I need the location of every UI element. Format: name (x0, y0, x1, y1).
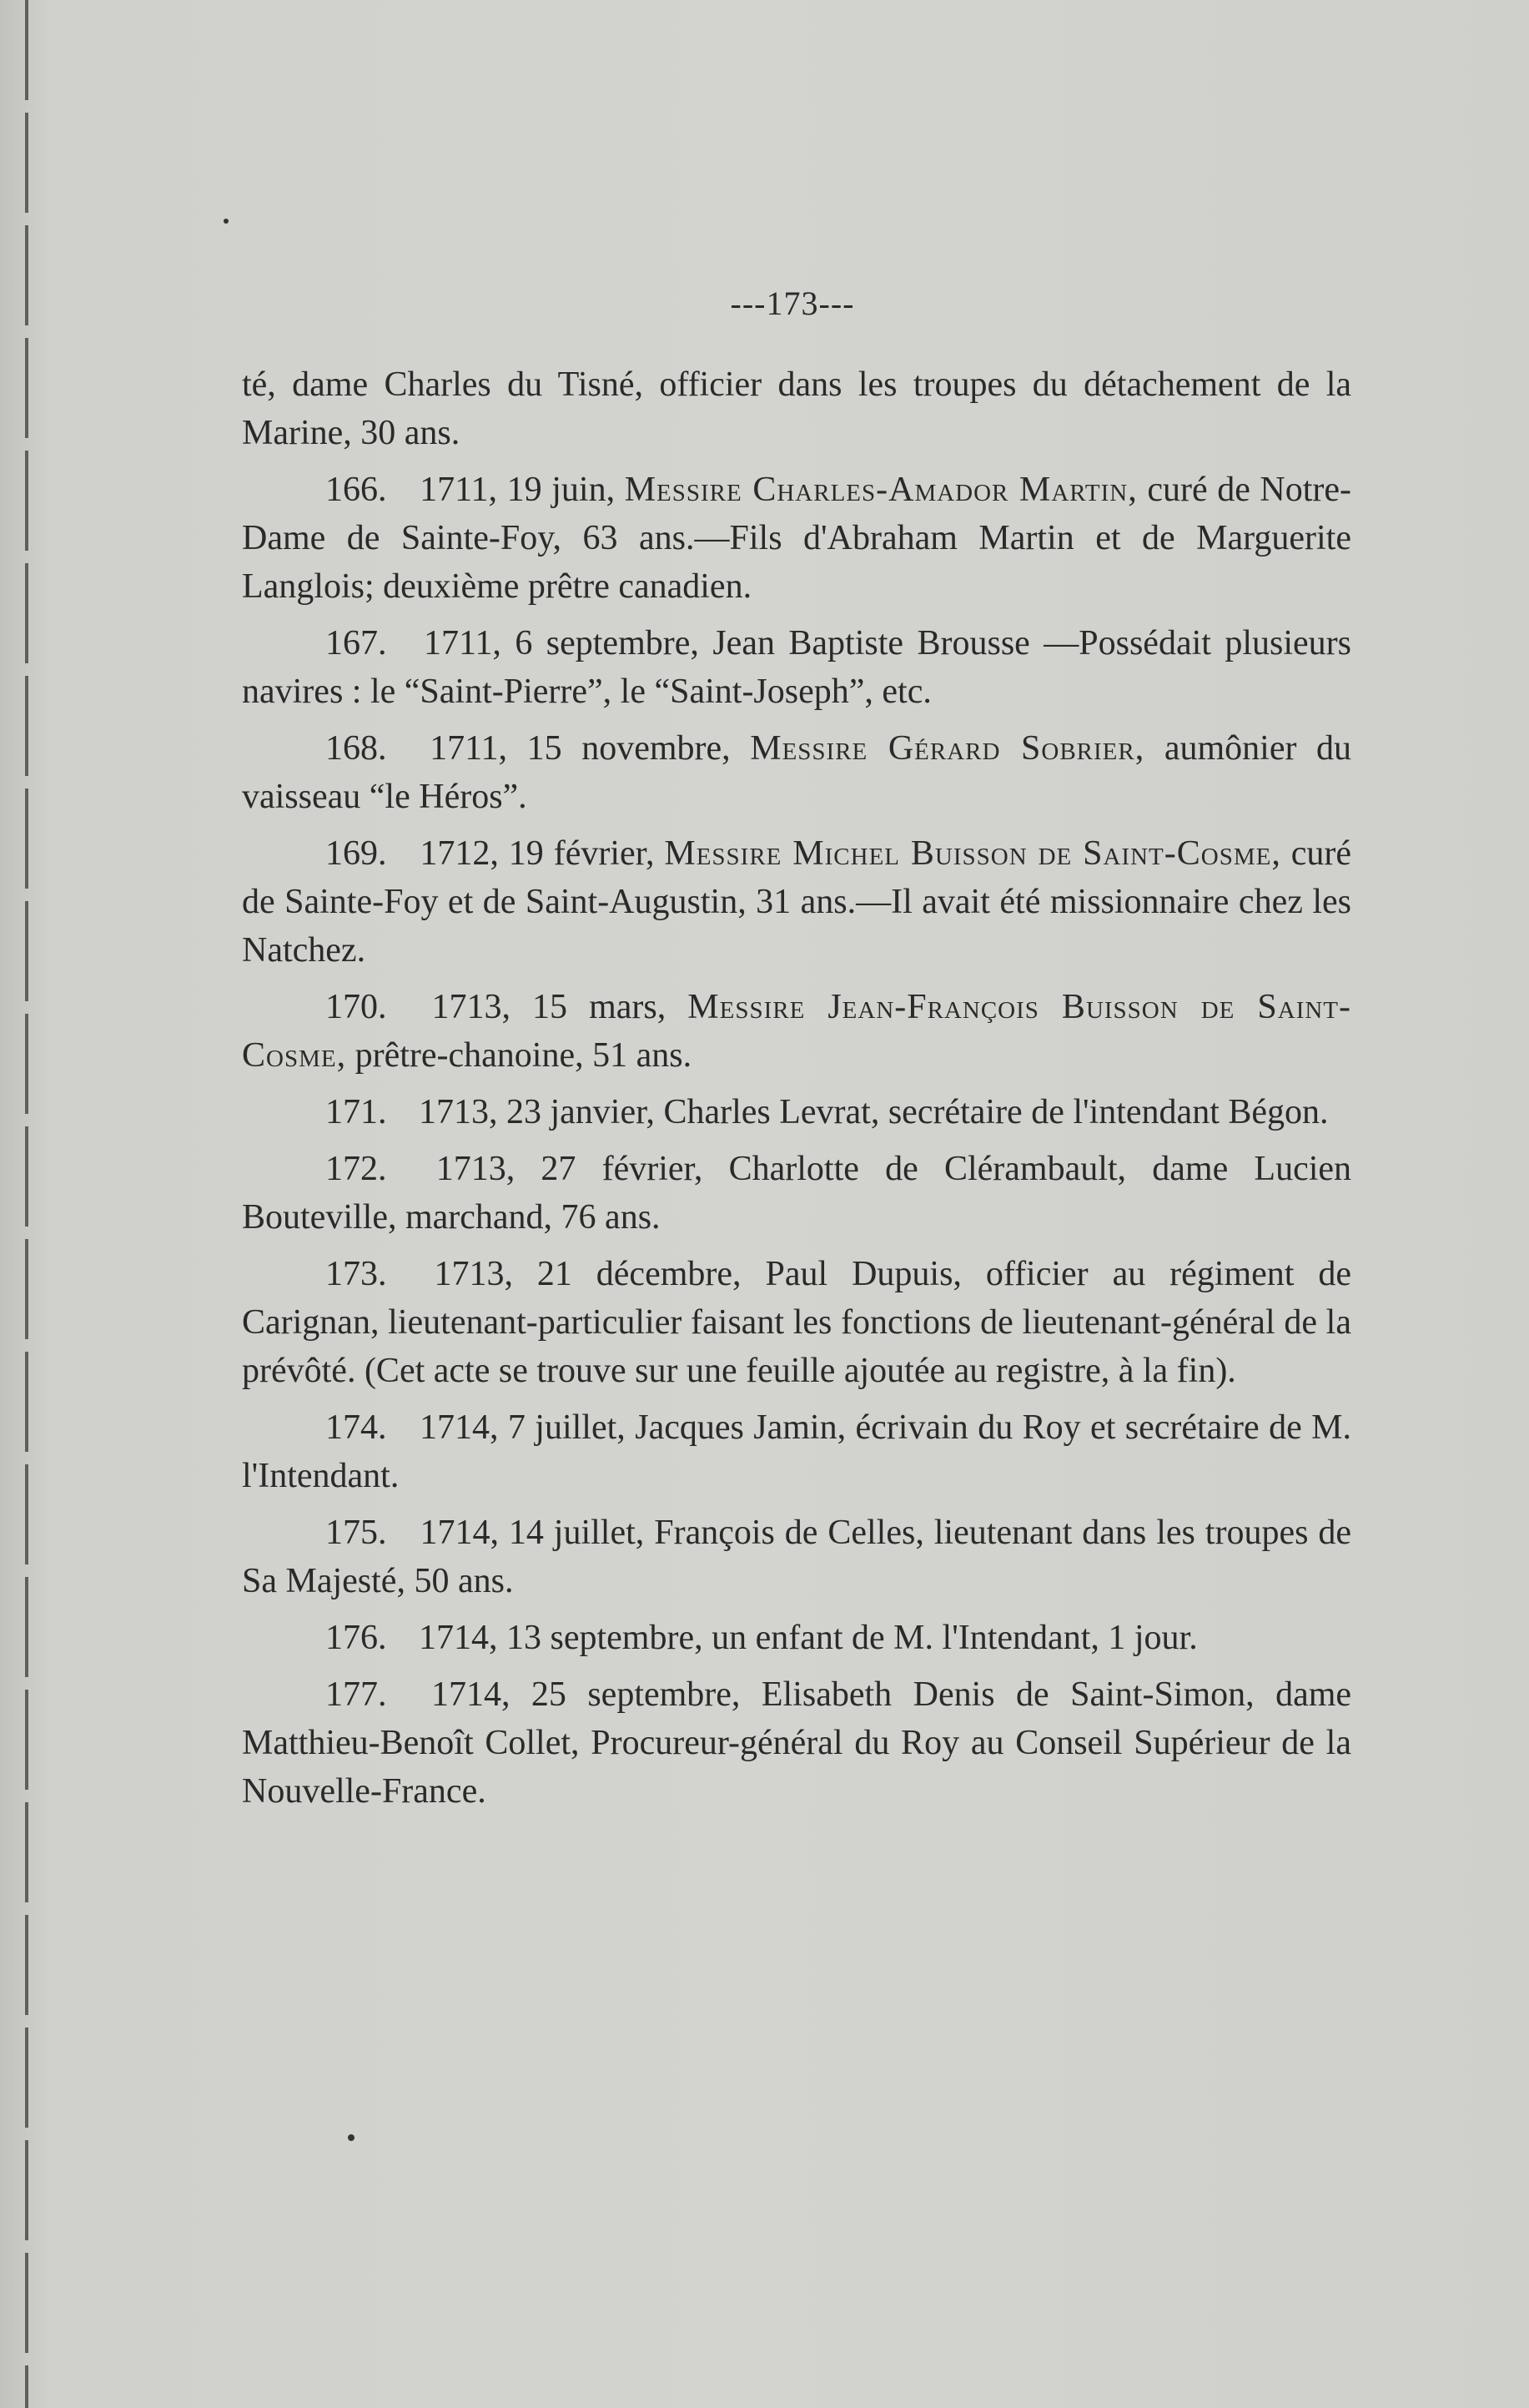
entry-name: Messire Jean-François Buisson de Saint-Cosme, (242, 988, 1352, 1075)
entry-text: curé de Notre-Dame de Sainte-Foy, 63 ans.—Fils d'Abraham Martin et de Marguerite Langlois; deuxième prêtre canadien. (242, 471, 1352, 606)
entry-176 (242, 1614, 1351, 1662)
entry-date: 1713, 21 décembre, (434, 1255, 742, 1293)
entry-text: Elisabeth Denis de Saint-Simon, dame Matthieu-Benoît Collet, Procureur-général du Roy au Conseil Supérieur de la Nouvelle-France. (242, 1675, 1352, 1811)
entry-date: 1711, 6 septembre, (423, 624, 699, 662)
entry-date: 1714, 25 septembre, (430, 1675, 741, 1714)
entry-167 (242, 619, 1351, 716)
entry-text: Charles Levrat, secrétaire de l'intendant Bégon. (663, 1093, 1329, 1131)
entry-168 (242, 724, 1351, 821)
entry-172 (242, 1145, 1351, 1242)
entry-date: 1713, 27 février, (435, 1150, 703, 1188)
entry-date: 1714, 14 juillet, (420, 1514, 645, 1552)
entry-text: Jean Baptiste Brousse —Possédait plusieurs navires : le “Saint-Pierre”, le “Saint-Joseph”, etc. (242, 624, 1352, 711)
entry-text: prêtre-chanoine, 51 ans. (355, 1036, 692, 1075)
entry-text: té, dame Charles du Tisné, officier dans les troupes du détachement de la Marine, 30 ans. (242, 365, 1351, 452)
entry-number: 172. (325, 1150, 387, 1188)
register-text (242, 360, 1351, 1824)
entry-name: Messire Gérard Sobrier, (750, 729, 1145, 768)
entry-name: Messire Charles-Amador Martin, (624, 471, 1138, 509)
entry-number: 170. (325, 988, 387, 1026)
entry-text: curé de Sainte-Foy et de Saint-Augustin, 31 ans.—Il avait été missionnaire chez les Natchez. (242, 834, 1352, 970)
entry-169 (242, 829, 1351, 975)
entry-date: 1714, 7 juillet, (419, 1408, 626, 1447)
entry-date: 1713, 23 janvier, (419, 1093, 655, 1131)
entry-170 (242, 983, 1351, 1080)
ink-speck (348, 2134, 355, 2141)
entry-number: 171. (325, 1093, 387, 1131)
entry-number: 168. (325, 729, 387, 768)
entry-number: 169. (325, 834, 387, 873)
entry-173 (242, 1250, 1351, 1395)
entry-number: 174. (325, 1408, 387, 1447)
page-number: ---173--- (730, 285, 855, 322)
ink-speck (224, 219, 229, 224)
entry-175 (242, 1509, 1351, 1605)
entry-number: 177. (325, 1675, 387, 1714)
entry-number: 166. (325, 471, 387, 509)
entry-text: un enfant de M. l'Intendant, 1 jour. (712, 1619, 1198, 1657)
entry-166 (242, 466, 1351, 611)
entry-text: aumônier du vaisseau “le Héros”. (242, 729, 1352, 816)
entry-text: Charlotte de Clérambault, dame Lucien Bouteville, marchand, 76 ans. (242, 1150, 1352, 1237)
entry-text: Paul Dupuis, officier au régiment de Carignan, lieutenant-particulier faisant les fonctions de lieutenant-général de la prévôté. (Cet acte se trouve sur une feuille ajoutée au registre, à la fin). (242, 1255, 1352, 1390)
entry-continued (242, 360, 1351, 457)
entry-text: François de Celles, lieutenant dans les troupes de Sa Majesté, 50 ans. (242, 1514, 1351, 1600)
entry-date: 1713, 15 mars, (431, 988, 666, 1026)
entry-date: 1712, 19 février, (420, 834, 655, 873)
entry-174 (242, 1403, 1351, 1500)
entry-date: 1714, 13 septembre, (419, 1619, 703, 1657)
entry-number: 167. (325, 624, 387, 662)
entry-177 (242, 1670, 1351, 1816)
entry-number: 173. (325, 1255, 387, 1293)
entry-number: 175. (325, 1514, 387, 1552)
entry-171 (242, 1088, 1351, 1136)
entry-date: 1711, 19 juin, (420, 471, 616, 509)
entry-text: Jacques Jamin, écrivain du Roy et secrétaire de M. l'Intendant. (242, 1408, 1351, 1495)
entry-number: 176. (325, 1619, 387, 1657)
binding-edge (25, 0, 28, 2408)
entry-name: Messire Michel Buisson de Saint-Cosme, (664, 834, 1281, 873)
entry-date: 1711, 15 novembre, (430, 729, 731, 768)
